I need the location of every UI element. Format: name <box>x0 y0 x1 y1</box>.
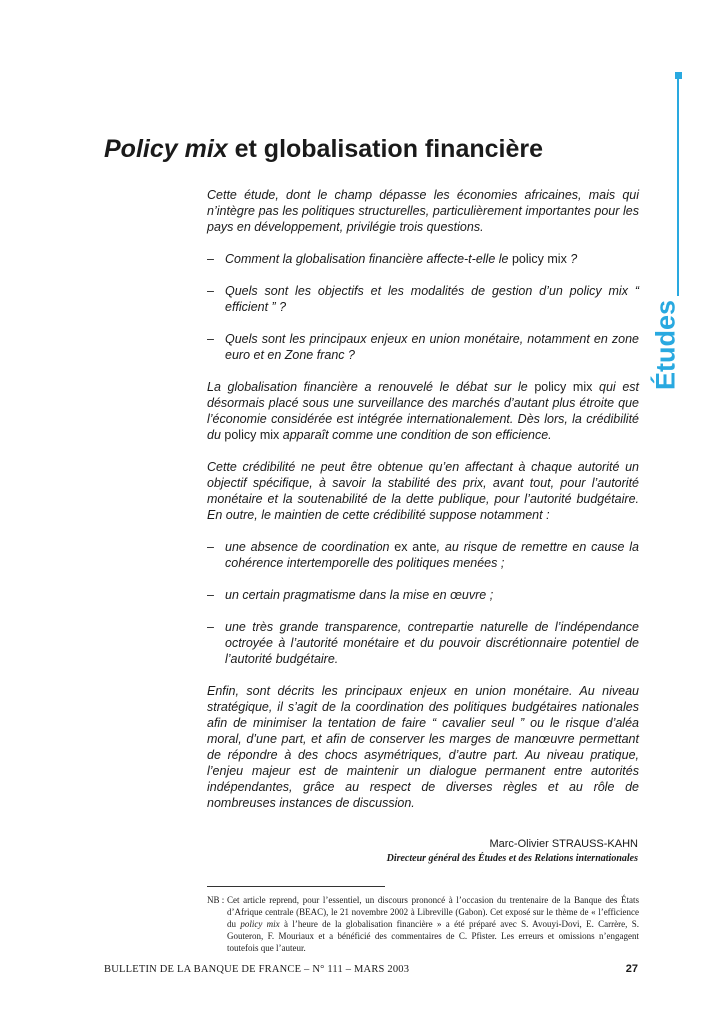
dash-bullet: – <box>207 620 214 634</box>
author-name: Marc-Olivier STRAUSS-KAHN <box>489 838 638 850</box>
dash-bullet: – <box>207 284 214 298</box>
dash-bullet: – <box>207 588 214 602</box>
paragraph-credibility: Cette crédibilité ne peut être obtenue qu’en affectant à chaque autorité un objectif spécifique, à savoir la stabilité des prix, avant tout, pour l’autorité monétaire et la soutenabilité de la dette publique, pour l’autorité budgétaire. En outre, le maintien de cette crédibilité suppose notamment : <box>207 460 639 522</box>
question-item: – Comment la globalisation financière affecte-t-elle le policy mix ? <box>207 252 578 266</box>
condition-item: – une absence de coordination ex ante, au risque de remettre en cause la cohérence intertemporelle des politiques menées ; <box>207 540 639 570</box>
article-title <box>104 135 543 164</box>
author-role: Directeur général des Études et des Relations internationales <box>386 853 638 864</box>
footnote <box>207 894 639 954</box>
intro-paragraph: Cette étude, dont le champ dépasse les économies africaines, mais qui n’intègre pas les politiques structurelles, particulièrement importantes pour les pays en développement, privilégie trois questions. <box>207 188 639 234</box>
side-tab-label: Études <box>650 299 681 391</box>
dash-bullet: – <box>207 252 214 266</box>
condition-item: – un certain pragmatisme dans la mise en œuvre ; <box>207 588 494 602</box>
dash-bullet: – <box>207 332 214 346</box>
dash-bullet: – <box>207 540 214 554</box>
publication-footer: BULLETIN DE LA BANQUE DE FRANCE – N° 111 – MARS 2003 <box>104 964 410 975</box>
footnote-label: NB : <box>207 895 225 905</box>
footnote-divider <box>207 886 385 887</box>
title-rest: et globalisation financière <box>227 135 544 163</box>
footnote-text: Cet article reprend, pour l’essentiel, un discours prononcé à l’occasion du trentenaire de la Banque des États d’Afrique centrale (BEAC), le 21 novembre 2002 à Libreville (Gabon). Cet exposé sur le thème de « l’efficience du policy mix à l’heure de la globalisation financière » a été préparé avec S. Avouyi-Dovi, E. Carrère, S. Gouteron, F. Mouriaux et a bénéficié des commentaires de C. Pfister. Les erreurs et omissions n’engagent toutefois que l’auteur. <box>227 895 639 953</box>
side-tab-rule <box>677 77 679 296</box>
title-italic-part: Policy mix <box>104 135 228 163</box>
question-item: – Quels sont les principaux enjeux en union monétaire, notamment en zone euro et en Zone franc ? <box>207 332 639 362</box>
paragraph-monetary-union: Enfin, sont décrits les principaux enjeux en union monétaire. Au niveau stratégique, il s’agit de la coordination des politiques budgétaires nationales afin de minimiser la tentation de faire “ cavalier seul ” ou le risque d’aléa moral, d’une part, et afin de conserver les marges de manœuvre permettant de répondre à des chocs asymétriques, d’autre part. Au niveau pratique, l’enjeu majeur est de maintenir un dialogue permanent entre autorités indépendantes, grâce au respect de diverses règles et au rôle de nombreuses instances de discussion. <box>207 684 639 810</box>
condition-item: – une très grande transparence, contrepartie naturelle de l’indépendance octroyée à l’autorité monétaire et du pouvoir discrétionnaire potentiel de l’autorité budgétaire. <box>207 620 639 666</box>
article-abstract <box>207 187 639 827</box>
paragraph-globalisation: La globalisation financière a renouvelé le débat sur le policy mix qui est désormais placé sous une surveillance des marchés d’autant plus étroite que l’économie considérée est intégrée internationalement. Dès lors, la crédibilité du policy mix apparaît comme une condition de son efficience. <box>207 380 639 442</box>
question-item: – Quels sont les objectifs et les modalités de gestion d’un policy mix “ efficient ” ? <box>207 284 639 314</box>
side-tab <box>636 300 696 390</box>
page-number: 27 <box>625 963 638 975</box>
